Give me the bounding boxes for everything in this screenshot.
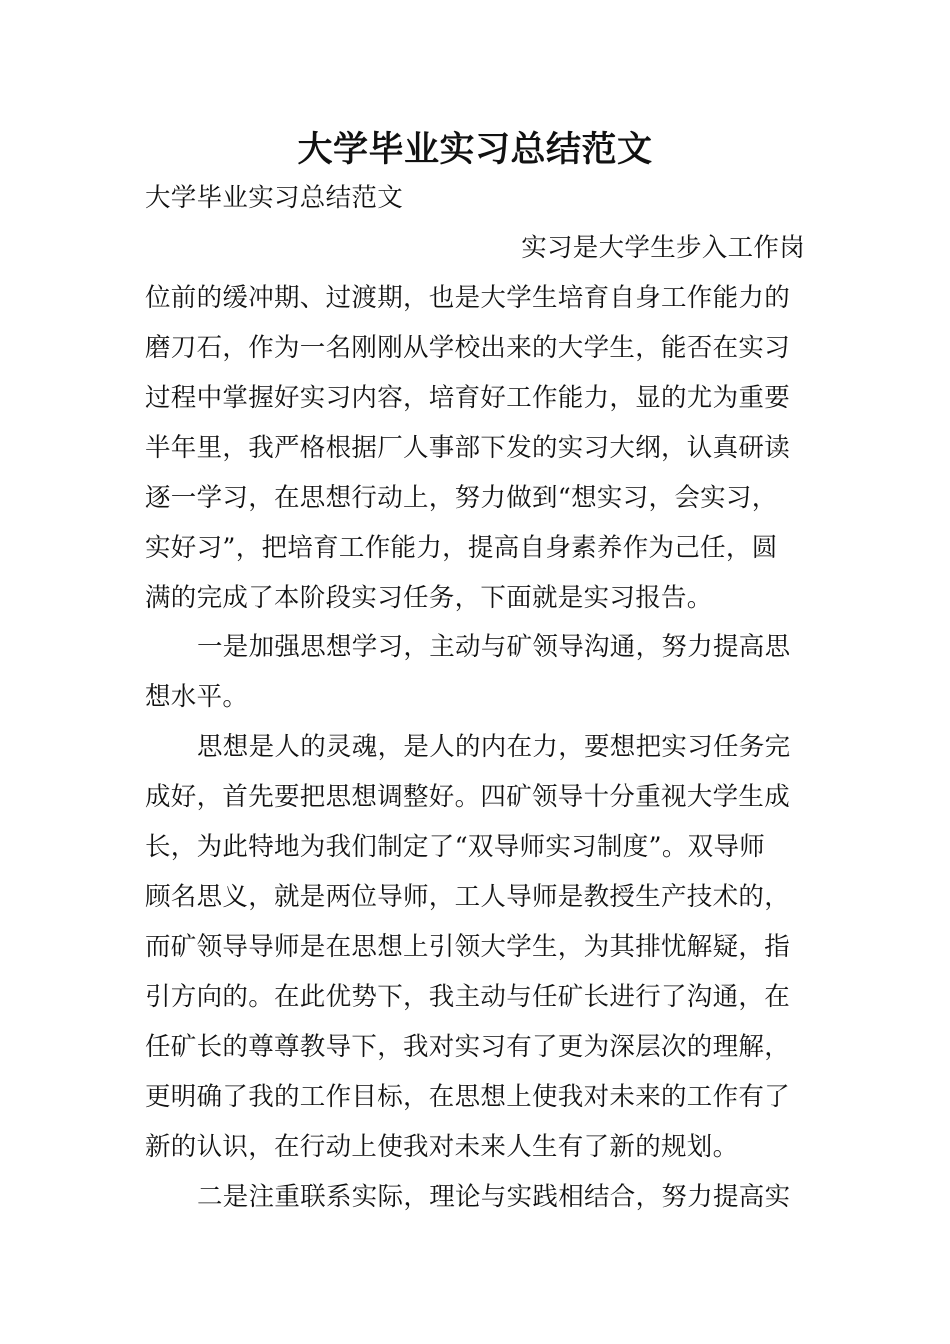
text-line: 一是加强思想学习，主动与矿领导沟通，努力提高思 (197, 632, 791, 662)
text-line: 成好，首先要把思想调整好。四矿领导十分重视大学生成 (145, 782, 791, 812)
text-line: 任矿长的尊尊教导下，我对实习有了更为深层次的理解， (145, 1032, 791, 1062)
text-line: 逐一学习，在思想行动上，努力做到“想实习，会实习， (145, 483, 778, 513)
text-line: 而矿领导导师是在思想上引领大学生，为其排忧解疑，指 (145, 932, 791, 962)
text-line: 磨刀石，作为一名刚刚从学校出来的大学生，能否在实习 (145, 333, 791, 363)
text-line: 更明确了我的工作目标，在思想上使我对未来的工作有了 (145, 1082, 791, 1112)
text-line: 半年里，我严格根据厂人事部下发的实习大纲，认真研读 (145, 433, 791, 463)
text-line: 过程中掌握好实习内容，培育好工作能力，显的尤为重要 (145, 383, 791, 413)
text-line: 新的认识，在行动上使我对未来人生有了新的规划。 (145, 1132, 739, 1162)
text-line: 想水平。 (145, 682, 249, 712)
document-title: 大学毕业实习总结范文 (297, 129, 653, 170)
document-subtitle: 大学毕业实习总结范文 (145, 183, 404, 213)
text-line: 引方向的。在此优势下，我主动与任矿长进行了沟通，在 (145, 982, 791, 1012)
text-line: 实习是大学生步入工作岗 (521, 233, 805, 263)
text-line: 长，为此特地为我们制定了“双导师实习制度”。双导师 (145, 832, 766, 862)
text-line: 满的完成了本阶段实习任务，下面就是实习报告。 (145, 583, 713, 613)
text-line: 二是注重联系实际，理论与实践相结合，努力提高实 (197, 1182, 791, 1212)
text-line: 顾名思义，就是两位导师，工人导师是教授生产技术的， (145, 882, 791, 912)
text-line: 实好习”，把培育工作能力，提高自身素养作为己任，圆 (145, 533, 778, 563)
text-line: 思想是人的灵魂，是人的内在力，要想把实习任务完 (197, 732, 791, 762)
text-line: 位前的缓冲期、过渡期，也是大学生培育自身工作能力的 (145, 283, 791, 313)
